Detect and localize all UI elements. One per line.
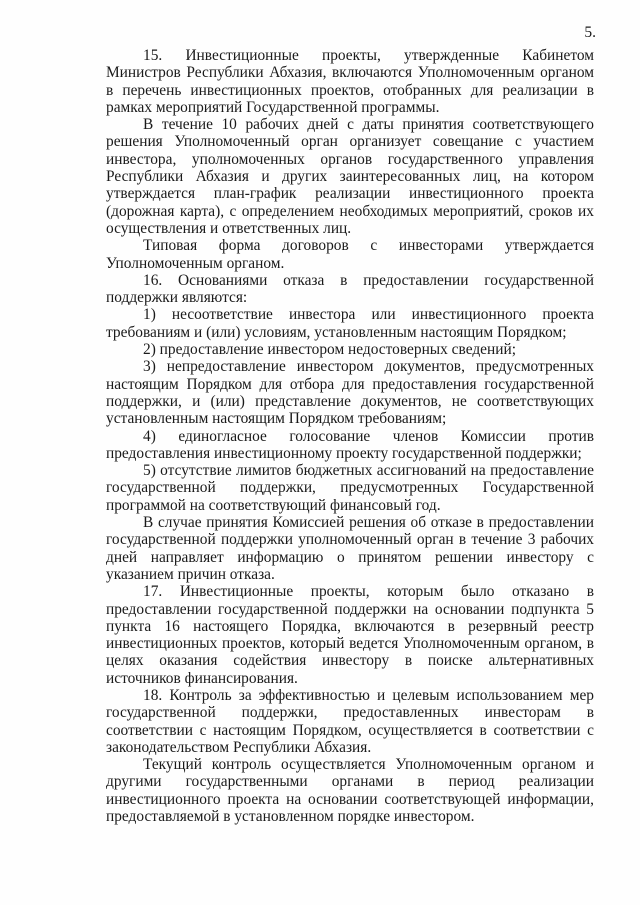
paragraph-18: 18. Контроль за эффективностью и целевым использованием мер государственной поддержки, предоставленных инвесторам в соответствии с настоящим Порядком, осуществляется в соответствии с законодательством Республики Абхазия.: [106, 686, 594, 756]
paragraph-16: 16. Основаниями отказа в предоставлении государственной поддержки являются:: [106, 271, 594, 307]
paragraph-current-control: Текущий контроль осуществляется Уполномоченным органом и другими государственными органами в период реализации инвестиционного проекта на основании соответствующей информации, предоставляемой в установленном порядке инвестором.: [106, 756, 594, 826]
list-item-16-3: 3) непредоставление инвестором документов, предусмотренных настоящим Порядком для отбора для предоставления государственной поддержки, и (или) представление документов, не соответствующих установленным настоящим Порядком требованиям;: [106, 358, 594, 428]
paragraph-meeting: В течение 10 рабочих дней с даты принятия соответствующего решения Уполномоченный орган организует совещание с участием инвестора, уполномоченных органов государственного управления Республики Абхазия и других заинтересованных лиц, на котором утверждается план-график реализации инвестиционного проекта (дорожная карта), с определением необходимых мероприятий, сроков их осуществления и ответственных лиц.: [106, 116, 594, 237]
paragraph-contract-form: Типовая форма договоров с инвесторами утверждается Уполномоченным органом.: [106, 237, 594, 272]
list-item-16-1: 1) несоответствие инвестора или инвестиционного проекта требованиям и (или) условиям, установленным настоящим Порядком;: [106, 306, 594, 341]
document-body: [106, 47, 594, 825]
list-item-16-2: 2) предоставление инвестором недостоверных сведений;: [143, 341, 516, 359]
paragraph-15: 15. Инвестиционные проекты, утвержденные Кабинетом Министров Республики Абхазия, включаются Уполномоченным органом в перечень инвестиционных проектов, отобранных для реализации в рамках мероприятий Государственной программы.: [106, 47, 594, 116]
paragraph-refusal-notice: В случае принятия Комиссией решения об отказе в предоставлении государственной поддержки уполномоченный орган в течение 3 рабочих дней направляет информацию о принятом решении инвестору с указанием причин отказа.: [106, 514, 594, 583]
page-number: 5.: [584, 24, 596, 41]
paragraph-17: 17. Инвестиционные проекты, которым было отказано в предоставлении государственной поддержки на основании подпункта 5 пункта 16 настоящего Порядка, включаются в резервный реестр инвестиционных проектов, который ведется Уполномоченным органом, в целях оказания содействия инвестору в поиске альтернативных источников финансирования.: [106, 583, 594, 687]
list-item-16-5: 5) отсутствие лимитов бюджетных ассигнований на предоставление государственной поддержки, предусмотренных Государственной программой на соответствующий финансовый год.: [106, 462, 594, 514]
list-item-16-4: 4) единогласное голосование членов Комиссии против предоставления инвестиционному проекту государственной поддержки;: [106, 427, 594, 462]
